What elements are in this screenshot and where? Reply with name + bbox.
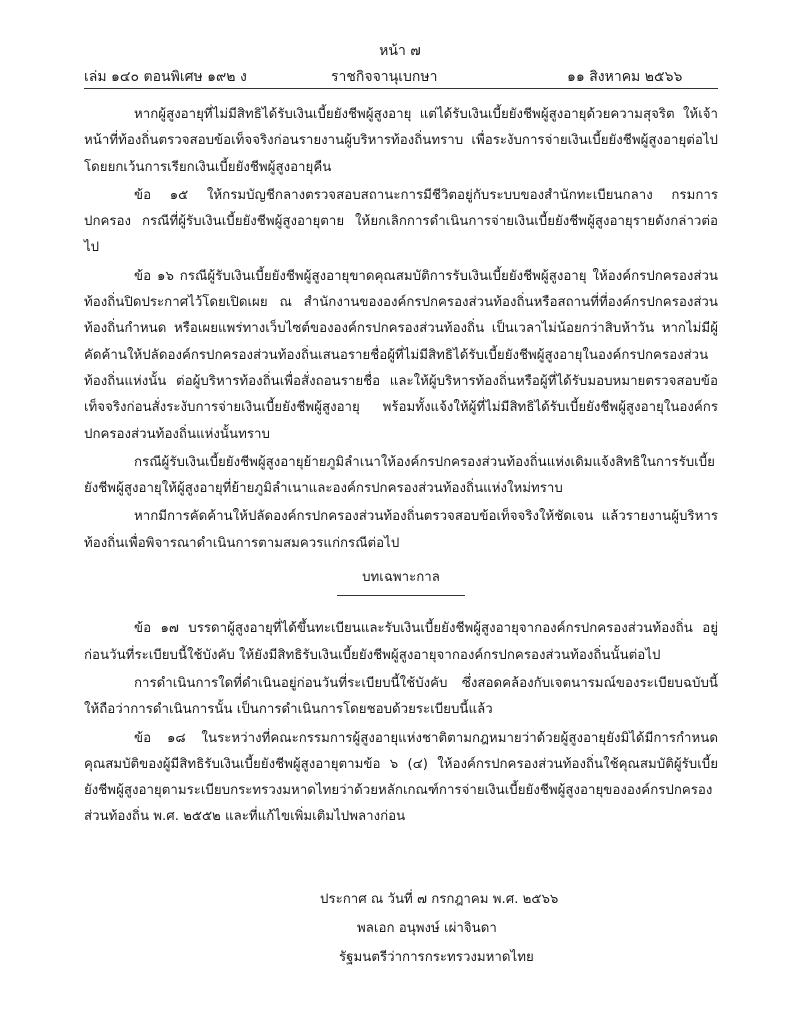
header-divider — [84, 88, 718, 89]
publication-date: ๑๑ สิงหาคม ๒๕๖๖ — [567, 69, 683, 85]
clause-15: ข้อ ๑๕ ให้กรมบัญชีกลางตรวจสอบสถานะการมีชีวิตอยู่กับระบบของสำนักทะเบียนกลาง กรมการปกครอง กรณีที่ผู้รับเงินเบี้ยยังชีพผู้สูงอายุตาย ให้ยกเลิกการดำเนินการจ่ายเงินเบี้ยยังชีพผู้สูงอายุรายดังกล่าวต่อไป — [84, 187, 718, 256]
clause-17: ข้อ ๑๗ บรรดาผู้สูงอายุที่ได้ขึ้นทะเบียนและรับเงินเบี้ยยังชีพผู้สูงอายุจากองค์กรปกครองส่วนท้องถิ่น อยู่ก่อนวันที่ระเบียบนี้ใช้บังคับ ให้ยังมีสิทธิรับเงินเบี้ยยังชีพผู้สูงอายุจากองค์กรปกครองส่วนท้องถิ่นนั้นต่อไป — [84, 621, 718, 663]
signature-block — [84, 885, 718, 972]
signatory-name: พลเอก อนุพงษ์ เผ่าจินดา — [357, 921, 497, 936]
clause-16: ข้อ ๑๖ กรณีผู้รับเงินเบี้ยยังชีพผู้สูงอายุขาดคุณสมบัติการรับเงินเบี้ยยังชีพผู้สูงอายุ ให้องค์กรปกครองส่วนท้องถิ่นปิดประกาศไว้โดยเปิดเผย ณ สำนักงานขององค์กรปกครองส่วนท้องถิ่นหรือสถานที่ที่องค์กรปกครองส่วนท้องถิ่นกำหนด หรือเผยแพร่ทางเว็บไซต์ขององค์กรปกครองส่วนท้องถิ่น เป็นเวลาไม่น้อยกว่าสิบห้าวัน หากไม่มีผู้คัดค้านให้ปลัดองค์กรปกครองส่วนท้องถิ่นเสนอรายชื่อผู้ที่ไม่มีสิทธิได้รับเบี้ยยังชีพผู้สูงอายุในองค์กรปกครองส่วนท้องถิ่นแห่งนั้น ต่อผู้บริหารท้องถิ่นเพื่อสั่งถอนรายชื่อ และให้ผู้บริหารท้องถิ่นหรือผู้ที่ได้รับมอบหมายตรวจสอบข้อเท็จจริงก่อนสั่งระงับการจ่ายเงินเบี้ยยังชีพผู้สูงอายุ พร้อมทั้งแจ้งให้ผู้ที่ไม่มีสิทธิได้รับเบี้ยยังชีพผู้สูงอายุในองค์กรปกครองส่วนท้องถิ่นแห่งนั้นทราบ — [84, 268, 718, 442]
paragraph: การดำเนินการใดที่ดำเนินอยู่ก่อนวันที่ระเบียบนี้ใช้บังคับ ซึ่งสอดคล้องกับเจตนารมณ์ของระเบียบฉบับนี้ ให้ถือว่าการดำเนินการนั้น เป็นการดำเนินการโดยชอบด้วยระเบียบนี้แล้ว — [84, 675, 718, 718]
paragraph: กรณีผู้รับเงินเบี้ยยังชีพผู้สูงอายุย้ายภูมิลำเนาให้องค์กรปกครองส่วนท้องถิ่นแห่งเดิมแจ้งสิทธิในการรับเบี้ยยังชีพผู้สูงอายุให้ผู้สูงอายุที่ย้ายภูมิลำเนาและองค์กรปกครองส่วนท้องถิ่นแห่งใหม่ทราบ — [84, 454, 715, 497]
volume-issue: เล่ม ๑๔๐ ตอนพิเศษ ๑๙๒ ง — [84, 69, 247, 85]
section-divider — [337, 595, 465, 596]
paragraph: หากผู้สูงอายุที่ไม่มีสิทธิได้รับเงินเบี้ยยังชีพผู้สูงอายุ แต่ได้รับเงินเบี้ยยังชีพผู้สูงอายุด้วยความสุจริต ให้เจ้าหน้าที่ท้องถิ่นตรวจสอบข้อเท็จจริงก่อนรายงานผู้บริหารท้องถิ่นทราบ เพื่อระงับการจ่ายเงินเบี้ยยังชีพผู้สูงอายุต่อไป โดยยกเว้นการเรียกเงินเบี้ยยังชีพผู้สูงอายุคืน — [84, 107, 718, 175]
section-title: บทเฉพาะกาล — [362, 570, 440, 586]
page-number: หน้า ๗ — [379, 43, 421, 59]
document-body — [84, 102, 718, 833]
announcement-date: ประกาศ ณ วันที่ ๗ กรกฎาคม พ.ศ. ๒๕๖๖ — [320, 892, 559, 907]
paragraph: หากมีการคัดค้านให้ปลัดองค์กรปกครองส่วนท้องถิ่นตรวจสอบข้อเท็จจริงให้ชัดเจน แล้วรายงานผู้บริหารท้องถิ่นเพื่อพิจารณาดำเนินการตามสมควรแก่กรณีต่อไป — [84, 509, 718, 551]
clause-18: ข้อ ๑๘ ในระหว่างที่คณะกรรมการผู้สูงอายุแห่งชาติตามกฎหมายว่าด้วยผู้สูงอายุยังมิได้มีการกำหนดคุณสมบัติของผู้มีสิทธิรับเงินเบี้ยยังชีพผู้สูงอายุตามข้อ ๖ (๔) ให้องค์กรปกครองส่วนท้องถิ่นใช้คุณสมบัติผู้รับเบี้ยยังชีพผู้สูงอายุตามระเบียบกระทรวงมหาดไทยว่าด้วยหลักเกณฑ์การจ่ายเงินเบี้ยยังชีพผู้สูงอายุขององค์กรปกครองส่วนท้องถิ่น พ.ศ. ๒๕๕๒ และที่แก้ไขเพิ่มเติมไปพลางก่อน — [84, 730, 718, 825]
signatory-position: รัฐมนตรีว่าการกระทรวงมหาดไทย — [339, 950, 534, 965]
gazette-name: ราชกิจจานุเบกษา — [331, 69, 438, 85]
